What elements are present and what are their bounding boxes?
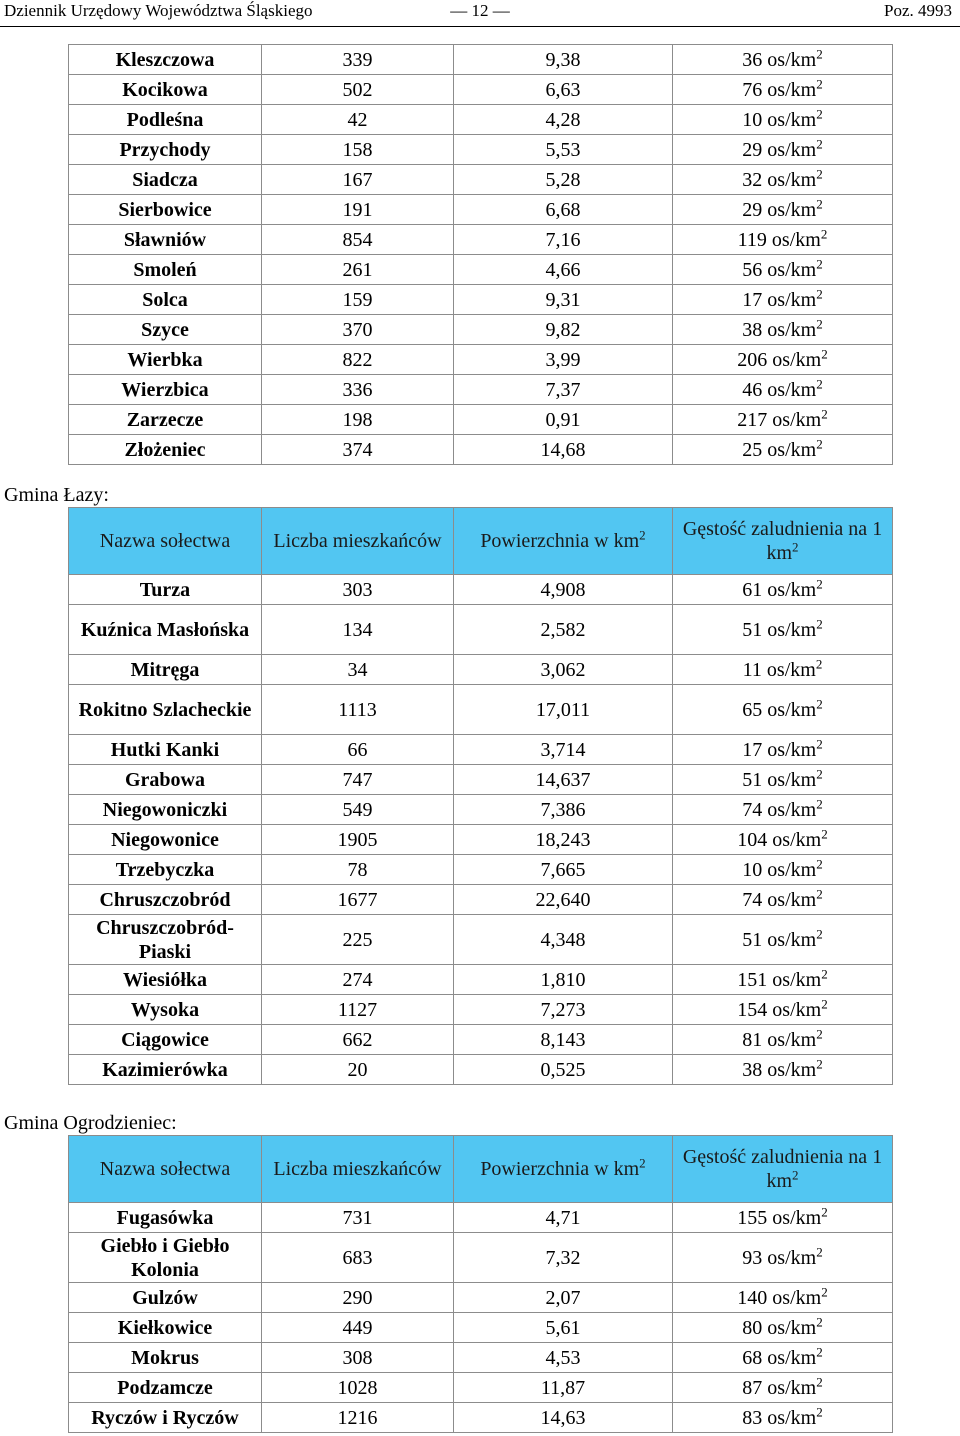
cell-name: Wierzbica [69, 375, 262, 405]
cell-area: 9,31 [454, 285, 673, 315]
cell-population: 159 [262, 285, 454, 315]
superscript-2: 2 [821, 405, 828, 421]
cell-area: 0,525 [454, 1055, 673, 1085]
cell-area: 0,91 [454, 405, 673, 435]
superscript-2: 2 [816, 195, 823, 211]
cell-area: 6,68 [454, 195, 673, 225]
page-header [0, 0, 960, 27]
cell-density: 83 $os/km^2$ [673, 1403, 893, 1433]
cell-name: Wysoka [69, 995, 262, 1025]
cell-population: 261 [262, 255, 454, 285]
cell-name: Podzamcze [69, 1373, 262, 1403]
superscript-2: 2 [816, 285, 823, 301]
cell-area: 22,640 [454, 885, 673, 915]
cell-name: Smoleń [69, 255, 262, 285]
cell-area: 4,66 [454, 255, 673, 285]
cell-name: Niegowonice [69, 825, 262, 855]
cell-population: 731 [262, 1203, 454, 1233]
cell-population: 191 [262, 195, 454, 225]
cell-density: 25 $os/km^2$ [673, 435, 893, 465]
table-row [69, 795, 893, 825]
superscript-2: 2 [816, 615, 823, 631]
superscript-2: 2 [816, 255, 823, 271]
cell-population: 290 [262, 1283, 454, 1313]
cell-density: 93 $os/km^2$ [673, 1233, 893, 1283]
cell-area: 18,243 [454, 825, 673, 855]
cell-density: 38 $os/km^2$ [673, 315, 893, 345]
table-row [69, 855, 893, 885]
cell-area: 5,53 [454, 135, 673, 165]
cell-population: 134 [262, 605, 454, 655]
cell-name: Grabowa [69, 765, 262, 795]
cell-density: 104 $os/km^2$ [673, 825, 893, 855]
cell-population: 78 [262, 855, 454, 885]
cell-density: 29 $os/km^2$ [673, 195, 893, 225]
table-row [69, 435, 893, 465]
cell-area: 4,908 [454, 575, 673, 605]
superscript-2: 2 [816, 885, 823, 901]
cell-population: 1127 [262, 995, 454, 1025]
superscript-2: 2 [816, 765, 823, 781]
table-gmina-ogrodzieniec [68, 1135, 893, 1433]
cell-name: Kiełkowice [69, 1313, 262, 1343]
col-header-density: Gęstość zaludnienia na 1 $km^2$ [673, 508, 893, 575]
cell-density: 38 $os/km^2$ [673, 1055, 893, 1085]
table-row [69, 1373, 893, 1403]
cell-name: Rokitno Szlacheckie [69, 685, 262, 735]
cell-density: 46 $os/km^2$ [673, 375, 893, 405]
cell-name: Przychody [69, 135, 262, 165]
cell-density: 68 $os/km^2$ [673, 1343, 893, 1373]
cell-area: 7,665 [454, 855, 673, 885]
cell-name: Turza [69, 575, 262, 605]
cell-area: 5,61 [454, 1313, 673, 1343]
superscript-2: 2 [816, 45, 823, 61]
table-row [69, 1025, 893, 1055]
cell-area: 4,71 [454, 1203, 673, 1233]
cell-density: 206 $os/km^2$ [673, 345, 893, 375]
cell-population: 374 [262, 435, 454, 465]
table-row [69, 345, 893, 375]
cell-population: 854 [262, 225, 454, 255]
cell-density: 80 $os/km^2$ [673, 1313, 893, 1343]
cell-area: 2,582 [454, 605, 673, 655]
cell-area: 1,810 [454, 965, 673, 995]
cell-density: 17 $os/km^2$ [673, 735, 893, 765]
cell-name: Wiesiółka [69, 965, 262, 995]
cell-name: Solca [69, 285, 262, 315]
table-row [69, 1055, 893, 1085]
cell-area: 7,16 [454, 225, 673, 255]
superscript-2: 2 [816, 1055, 823, 1071]
table-row [69, 255, 893, 285]
cell-population: 167 [262, 165, 454, 195]
table-row [69, 1403, 893, 1433]
col-header-density: Gęstość zaludnienia na 1 $km^2$ [673, 1136, 893, 1203]
cell-density: 29 $os/km^2$ [673, 135, 893, 165]
superscript-2: 2 [820, 225, 828, 241]
table-header-row [69, 1136, 893, 1203]
journal-title: Dziennik Urzędowy Województwa Śląskiego [4, 1, 313, 20]
superscript-2: 2 [816, 1313, 823, 1329]
cell-name: Sierbowice [69, 195, 262, 225]
superscript-2: 2 [821, 995, 828, 1011]
superscript-2: 2 [816, 795, 823, 811]
superscript-2: 2 [816, 435, 823, 451]
table-row [69, 135, 893, 165]
cell-population: 662 [262, 1025, 454, 1055]
cell-area: 7,37 [454, 375, 673, 405]
cell-area: 3,99 [454, 345, 673, 375]
col-header-name: Nazwa sołectwa [69, 1136, 262, 1203]
cell-name: Mokrus [69, 1343, 262, 1373]
cell-area: 4,28 [454, 105, 673, 135]
cell-population: 822 [262, 345, 454, 375]
cell-name: Podleśna [69, 105, 262, 135]
cell-density: 65 $os/km^2$ [673, 685, 893, 735]
cell-name: Wierbka [69, 345, 262, 375]
cell-area: 2,07 [454, 1283, 673, 1313]
superscript-2: 2 [816, 315, 823, 331]
superscript-2: 2 [816, 135, 823, 151]
cell-population: 449 [262, 1313, 454, 1343]
cell-name: Sławniów [69, 225, 262, 255]
cell-density: 81 $os/km^2$ [673, 1025, 893, 1055]
table-row [69, 765, 893, 795]
cell-area: 4,348 [454, 915, 673, 965]
superscript-2: 2 [816, 1025, 823, 1041]
cell-density: 10 $os/km^2$ [673, 855, 893, 885]
cell-density: 51 $os/km^2$ [673, 765, 893, 795]
cell-population: 502 [262, 75, 454, 105]
cell-population: 34 [262, 655, 454, 685]
cell-density: 61 $os/km^2$ [673, 575, 893, 605]
cell-name: Hutki Kanki [69, 735, 262, 765]
superscript-2: 2 [821, 825, 828, 841]
cell-area: 14,68 [454, 435, 673, 465]
cell-area: 3,714 [454, 735, 673, 765]
cell-density: 32 $os/km^2$ [673, 165, 893, 195]
table-row [69, 575, 893, 605]
superscript-2: 2 [816, 1403, 823, 1419]
table-row [69, 315, 893, 345]
superscript-2: 2 [821, 965, 828, 981]
cell-density: 76 $os/km^2$ [673, 75, 893, 105]
cell-population: 336 [262, 375, 454, 405]
superscript-2: 2 [816, 735, 823, 751]
superscript-2: 2 [816, 105, 823, 121]
table-row [69, 995, 893, 1025]
cell-population: 339 [262, 45, 454, 75]
table-row [69, 1233, 893, 1283]
cell-population: 42 [262, 105, 454, 135]
table-gmina-lazy [68, 507, 893, 1085]
table-header-row [69, 508, 893, 575]
cell-density: 140 $os/km^2$ [673, 1283, 893, 1313]
cell-population: 747 [262, 765, 454, 795]
cell-area: 14,63 [454, 1403, 673, 1433]
superscript-2: 2 [816, 1243, 823, 1259]
cell-population: 1216 [262, 1403, 454, 1433]
cell-density: 154 $os/km^2$ [673, 995, 893, 1025]
cell-name: Kocikowa [69, 75, 262, 105]
superscript-2: 2 [816, 1373, 823, 1389]
cell-name: Kazimierówka [69, 1055, 262, 1085]
cell-density: 10 $os/km^2$ [673, 105, 893, 135]
cell-population: 66 [262, 735, 454, 765]
cell-density: 36 $os/km^2$ [673, 45, 893, 75]
cell-density: 151 $os/km^2$ [673, 965, 893, 995]
cell-name: Trzebyczka [69, 855, 262, 885]
cell-density: 217 $os/km^2$ [673, 405, 893, 435]
cell-name: Złożeniec [69, 435, 262, 465]
cell-area: 5,28 [454, 165, 673, 195]
superscript-2: 2 [821, 1283, 828, 1299]
col-header-area: Powierzchnia w $km^2$ [454, 1136, 673, 1203]
cell-density: 56 $os/km^2$ [673, 255, 893, 285]
cell-area: 7,386 [454, 795, 673, 825]
table-row [69, 195, 893, 225]
table-row [69, 405, 893, 435]
table-row [69, 45, 893, 75]
superscript-2: 2 [816, 855, 823, 871]
superscript-2: 2 [816, 575, 823, 591]
cell-name: Fugasówka [69, 1203, 262, 1233]
cell-name: Siadcza [69, 165, 262, 195]
cell-name: Niegowoniczki [69, 795, 262, 825]
cell-area: 9,82 [454, 315, 673, 345]
col-header-population: Liczba mieszkańców [262, 508, 454, 575]
table-row [69, 885, 893, 915]
cell-population: 370 [262, 315, 454, 345]
cell-density: 155 $os/km^2$ [673, 1203, 893, 1233]
cell-population: 549 [262, 795, 454, 825]
superscript-2: 2 [816, 1343, 823, 1359]
cell-area: 9,38 [454, 45, 673, 75]
cell-population: 20 [262, 1055, 454, 1085]
cell-name: Kleszczowa [69, 45, 262, 75]
cell-name: Zarzecze [69, 405, 262, 435]
table-row [69, 105, 893, 135]
superscript-2: 2 [816, 375, 823, 391]
table-row [69, 965, 893, 995]
cell-density: 51 $os/km^2$ [673, 605, 893, 655]
table-kleszczowa-group [68, 44, 893, 465]
table-row [69, 225, 893, 255]
table-row [69, 825, 893, 855]
cell-density: 51 $os/km^2$ [673, 915, 893, 965]
col-header-population: Liczba mieszkańców [262, 1136, 454, 1203]
col-header-area: Powierzchnia w $km^2$ [454, 508, 673, 575]
cell-population: 683 [262, 1233, 454, 1283]
cell-name: Kuźnica Masłońska [69, 605, 262, 655]
table-row [69, 655, 893, 685]
table-row [69, 1343, 893, 1373]
position-number: Poz. 4993 [884, 1, 952, 20]
cell-population: 1113 [262, 685, 454, 735]
cell-area: 14,637 [454, 765, 673, 795]
cell-density: 119 $os/km^2$ [673, 225, 893, 255]
cell-area: 7,273 [454, 995, 673, 1025]
table-row [69, 75, 893, 105]
table-row [69, 915, 893, 965]
cell-density: 17 $os/km^2$ [673, 285, 893, 315]
table-row [69, 165, 893, 195]
page-number: — 12 — [450, 1, 510, 20]
cell-name: Mitręga [69, 655, 262, 685]
table-row [69, 1283, 893, 1313]
cell-name: Giebło i Giebło Kolonia [69, 1233, 262, 1283]
superscript-2: 2 [816, 925, 823, 941]
cell-population: 274 [262, 965, 454, 995]
cell-population: 225 [262, 915, 454, 965]
cell-area: 11,87 [454, 1373, 673, 1403]
cell-population: 308 [262, 1343, 454, 1373]
cell-density: 74 $os/km^2$ [673, 885, 893, 915]
cell-name: Gulzów [69, 1283, 262, 1313]
cell-area: 3,062 [454, 655, 673, 685]
table-row [69, 375, 893, 405]
cell-density: 74 $os/km^2$ [673, 795, 893, 825]
superscript-2: 2 [815, 655, 823, 671]
cell-name: Chruszczobród-Piaski [69, 915, 262, 965]
superscript-2: 2 [816, 165, 823, 181]
table-row [69, 685, 893, 735]
table-row [69, 1203, 893, 1233]
superscript-2: 2 [816, 695, 823, 711]
superscript-2: 2 [821, 1203, 828, 1219]
col-header-name: Nazwa sołectwa [69, 508, 262, 575]
cell-population: 1028 [262, 1373, 454, 1403]
cell-name: Szyce [69, 315, 262, 345]
cell-area: 6,63 [454, 75, 673, 105]
cell-population: 1905 [262, 825, 454, 855]
cell-name: Chruszczobród [69, 885, 262, 915]
cell-population: 1677 [262, 885, 454, 915]
cell-name: Ryczów i Ryczów [69, 1403, 262, 1433]
superscript-2: 2 [821, 345, 828, 361]
gmina-ogrodzieniec-label: Gmina Ogrodzieniec: [4, 1112, 177, 1134]
table-row [69, 605, 893, 655]
cell-population: 303 [262, 575, 454, 605]
cell-area: 4,53 [454, 1343, 673, 1373]
table-row [69, 285, 893, 315]
cell-area: 17,011 [454, 685, 673, 735]
gmina-lazy-label: Gmina Łazy: [4, 484, 109, 506]
cell-population: 158 [262, 135, 454, 165]
cell-name: Ciągowice [69, 1025, 262, 1055]
cell-density: 87 $os/km^2$ [673, 1373, 893, 1403]
cell-density: 11 $os/km^2$ [673, 655, 893, 685]
superscript-2: 2 [816, 75, 823, 91]
table-row [69, 735, 893, 765]
cell-area: 7,32 [454, 1233, 673, 1283]
cell-area: 8,143 [454, 1025, 673, 1055]
table-row [69, 1313, 893, 1343]
cell-population: 198 [262, 405, 454, 435]
